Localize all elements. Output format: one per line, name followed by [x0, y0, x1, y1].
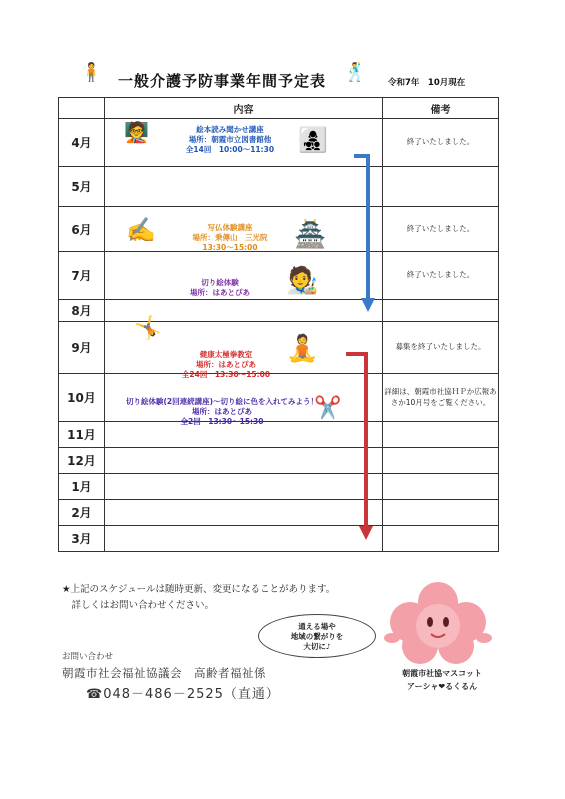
papercut-illustration: ✂️ [314, 396, 342, 421]
month-cell: 9月 [59, 322, 105, 374]
contact-phone: ☎048－486－2525（直通） [86, 687, 280, 702]
header-cell-month [59, 98, 105, 119]
table-row [59, 167, 499, 207]
month-cell: 7月 [59, 252, 105, 300]
event-place: 場所：はあとぴあ [192, 406, 252, 416]
event-title: 絵本読み聞かせ講座 [196, 125, 264, 134]
person-illustration: 🧍 [80, 62, 103, 83]
taichi-illustration: 🧘 [286, 334, 319, 364]
month-cell: 5月 [59, 167, 105, 207]
table-row [59, 500, 499, 526]
event-place: 場所：朝霞市立図書館他 [188, 134, 272, 144]
notes-cell: 終了いたしました。 [383, 252, 499, 300]
mascot-illustration [378, 580, 498, 670]
event-time: 13:30～15:00 [202, 242, 258, 252]
content-cell [105, 500, 383, 526]
speech-bubble [258, 614, 376, 658]
content-cell [105, 167, 383, 207]
month-cell: 4月 [59, 119, 105, 167]
table-row [59, 474, 499, 500]
table-row [59, 526, 499, 552]
bubble-line: 大切に♪ [303, 642, 331, 652]
october-event [106, 397, 338, 426]
mascot-caption [382, 668, 502, 694]
notes-cell [383, 448, 499, 474]
bubble-line: 通える場や [298, 621, 336, 631]
july-event [170, 278, 270, 298]
month-cell: 2月 [59, 500, 105, 526]
event-time: 全2回 13:30～15:30 [180, 416, 264, 426]
schedule-table [58, 97, 499, 552]
content-cell [105, 526, 383, 552]
red-arrow [342, 348, 376, 543]
table-row [59, 448, 499, 474]
mascot-name: アーシャ❤るくるん [406, 681, 478, 691]
event-title: 切り絵体験(2回連続講座)～切り絵に色を入れてみよう！ [125, 397, 319, 406]
table-row [59, 300, 499, 322]
month-cell: 10月 [59, 374, 105, 422]
date-label: 令和7年 10月現在 [388, 78, 466, 88]
month-cell: 1月 [59, 474, 105, 500]
notes-cell: 募集を終了いたしました。 [383, 322, 499, 374]
month-cell: 11月 [59, 422, 105, 448]
writing-illustration: ✍️ [126, 216, 156, 244]
page-title: 一般介護予防事業年間予定表 [118, 72, 327, 90]
table-row [59, 252, 499, 300]
notes-cell: 終了いたしました。 [383, 207, 499, 252]
notes-cell [383, 526, 499, 552]
notes-cell: 詳細は、朝霞市社協ＨＰか広報あさか10月号をご覧ください。 [383, 374, 499, 422]
contact-org: 朝霞市社会福祉協議会 高齢者福祉係 [62, 666, 266, 680]
month-cell: 3月 [59, 526, 105, 552]
papercut-illustration: 🧑‍🎨 [286, 266, 319, 296]
note-line: 詳しくはお問い合わせください。 [62, 599, 215, 611]
content-cell [105, 448, 383, 474]
notes-cell [383, 422, 499, 448]
header-cell-content: 内容 [105, 98, 383, 119]
event-place: 場所：はあとぴあ [196, 359, 256, 369]
notes-cell [383, 167, 499, 207]
note-line: ★上記のスケジュールは随時更新、変更になることがあります。 [62, 584, 336, 595]
red-arrow-line [346, 354, 366, 528]
blue-arrow [352, 150, 380, 315]
month-cell: 6月 [59, 207, 105, 252]
contact-heading: お問い合わせ [62, 652, 114, 662]
content-cell [105, 474, 383, 500]
notes-cell [383, 474, 499, 500]
red-arrow-head [359, 526, 373, 540]
event-title: 切り絵体験 [201, 278, 239, 287]
september-event [166, 350, 286, 379]
april-event [160, 125, 300, 154]
mascot-caption-line: 朝霞市社協マスコット [402, 669, 482, 678]
taichi-illustration: 🤸 [134, 316, 162, 341]
notes-cell: 終了いたしました。 [383, 119, 499, 167]
schedule-notes [62, 582, 335, 613]
storytelling-illustration: 👩‍👧‍👦 [298, 126, 328, 154]
notes-cell [383, 300, 499, 322]
event-place: 場所：乗傳山 三光院 [192, 232, 268, 242]
reader-illustration: 🧑‍🏫 [124, 120, 149, 144]
person-illustration: 🕺 [344, 62, 367, 83]
event-title: 健康太極拳教室 [199, 350, 253, 359]
blue-arrow-line [354, 156, 368, 300]
event-time: 全14回 10:00～11:30 [185, 144, 275, 154]
month-cell: 8月 [59, 300, 105, 322]
june-event [170, 223, 290, 252]
temple-illustration: 🏯 [294, 220, 327, 250]
blue-arrow-head [361, 298, 375, 312]
event-place: 場所：はあとぴあ [190, 287, 250, 297]
bubble-line: 地域の繋がりを [290, 631, 344, 641]
header-cell-notes: 備考 [383, 98, 499, 119]
event-time: 全24回 13:30～15:00 [181, 369, 271, 379]
notes-cell [383, 500, 499, 526]
event-title: 写仏体験講座 [207, 223, 253, 232]
month-cell: 12月 [59, 448, 105, 474]
